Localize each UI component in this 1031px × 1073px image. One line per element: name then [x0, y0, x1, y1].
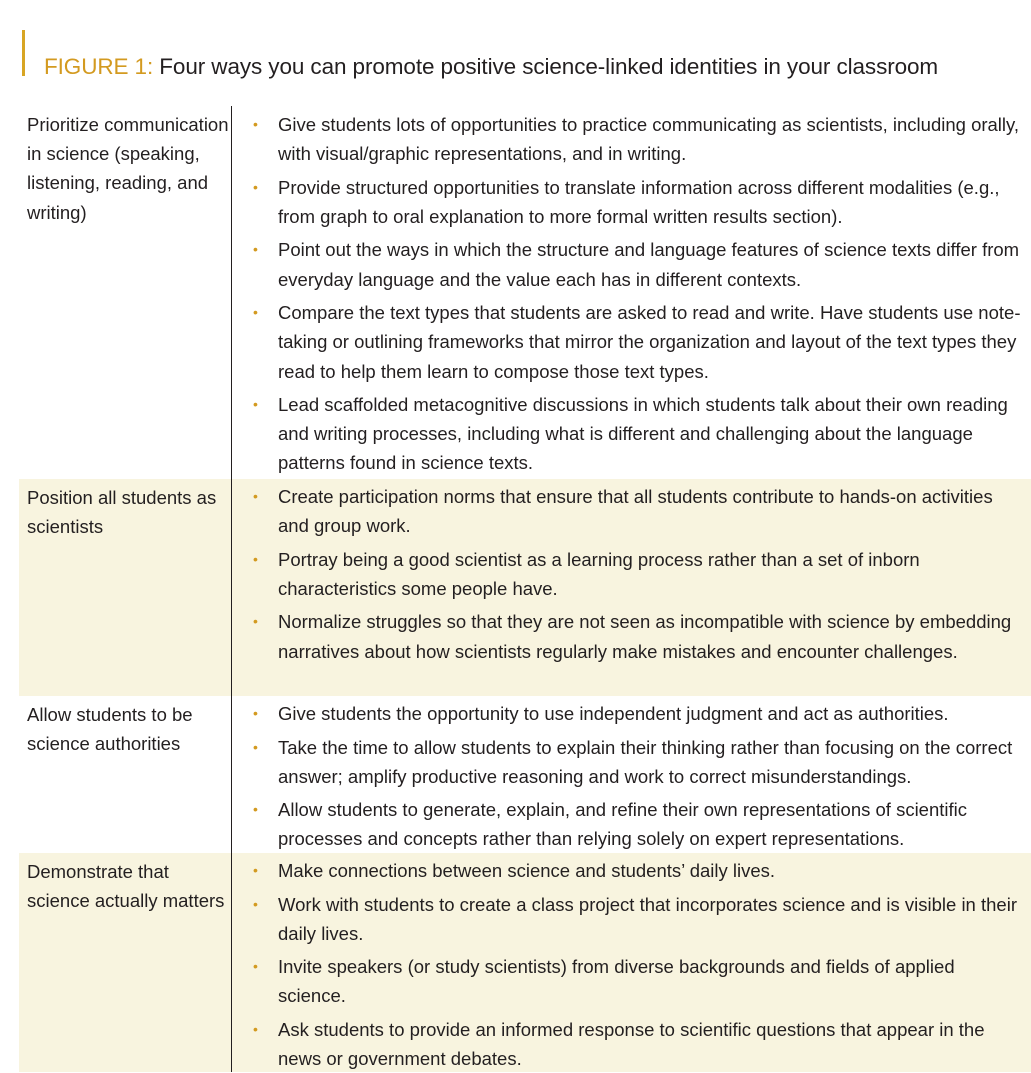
list-item	[253, 235, 1027, 293]
strategies-table	[19, 106, 1031, 1072]
list-item	[253, 952, 1027, 1010]
bullet-icon: •	[253, 116, 258, 132]
list-item	[253, 390, 1027, 478]
table-row	[19, 696, 1031, 853]
row-category: Allow students to be science authorities	[19, 696, 232, 853]
list-item-text: Make connections between science and students’ daily lives.	[278, 860, 776, 881]
list-item	[253, 110, 1027, 168]
list-item-text: Point out the ways in which the structure and language features of science texts differ from everyday language and the value each has in different contexts.	[278, 239, 1020, 290]
list-item-text: Portray being a good scientist as a learning process rather than a set of inborn characteristics some people have.	[278, 548, 920, 599]
bullet-icon: •	[253, 241, 258, 258]
bullet-icon: •	[253, 488, 258, 504]
list-item-text: Take the time to allow students to explain their thinking rather than focusing on the correct answer; amplify productive reasoning and work to correct misunderstandings.	[278, 736, 1013, 787]
title-accent-bar	[22, 30, 25, 76]
bullet-icon: •	[253, 705, 258, 721]
row-bullet-list	[232, 853, 1031, 1072]
list-item-text: Give students lots of opportunities to practice communicating as scientists, including orally, with visual/graphic representations, and in writing.	[278, 114, 1020, 165]
bullet-icon: •	[253, 304, 258, 321]
bullet-icon: •	[253, 801, 258, 818]
list-item-text: Normalize struggles so that they are not seen as incompatible with science by embedding narratives about how scientists regularly make mistakes and encounter challenges.	[278, 611, 1012, 662]
list-item	[253, 173, 1027, 231]
list-item	[253, 856, 1027, 885]
list-item	[253, 699, 1027, 728]
row-bullet-list	[232, 696, 1031, 853]
list-item-text: Provide structured opportunities to translate information across different modalities (e.g., from graph to oral explanation to more formal written results section).	[278, 176, 1000, 227]
list-item	[253, 607, 1027, 665]
list-item	[253, 890, 1027, 948]
bullet-icon: •	[253, 550, 258, 567]
list-item-text: Create participation norms that ensure that all students contribute to hands-on activities and group work.	[278, 486, 993, 537]
bullet-icon: •	[253, 895, 258, 912]
bullet-icon: •	[253, 178, 258, 195]
list-item-text: Work with students to create a class project that incorporates science and is visible in their daily lives.	[278, 893, 1017, 944]
figure-title	[44, 52, 938, 82]
list-item	[253, 795, 1027, 853]
list-item-text: Allow students to generate, explain, and refine their own representations of scientific processes and concepts rather than relying solely on expert representations.	[278, 799, 968, 850]
bullet-icon: •	[253, 738, 258, 755]
list-item	[253, 298, 1027, 386]
bullet-icon: •	[253, 1020, 258, 1037]
row-bullet-list	[232, 106, 1031, 479]
table-row	[19, 479, 1031, 696]
list-item-text: Give students the opportunity to use independent judgment and act as authorities.	[278, 703, 949, 724]
list-item-text: Invite speakers (or study scientists) from diverse backgrounds and fields of applied science.	[278, 956, 955, 1007]
list-item	[253, 1015, 1027, 1073]
figure-label: FIGURE 1:	[44, 54, 154, 79]
bullet-icon: •	[253, 862, 258, 878]
table-row	[19, 106, 1031, 479]
list-item-text: Lead scaffolded metacognitive discussions in which students talk about their own reading and writing processes, including what is different and challenging about the language patterns found in science texts.	[278, 394, 1008, 474]
bullet-icon: •	[253, 396, 258, 413]
list-item	[253, 482, 1027, 540]
list-item	[253, 733, 1027, 791]
bullet-icon: •	[253, 613, 258, 630]
row-category: Position all students as scientists	[19, 479, 232, 696]
row-category: Demonstrate that science actually matters	[19, 853, 232, 1072]
list-item-text: Ask students to provide an informed response to scientific questions that appear in the news or government debates.	[278, 1018, 985, 1070]
table-row	[19, 853, 1031, 1072]
list-item-text: Compare the text types that students are asked to read and write. Have students use note-taking or outlining frameworks that mirror the organization and layout of the text types they read to help them learn to compose those text types.	[278, 302, 1021, 382]
bullet-icon: •	[253, 958, 258, 975]
row-bullet-list	[232, 479, 1031, 696]
row-category: Prioritize communication in science (speaking, listening, reading, and writing)	[19, 106, 232, 479]
figure-title-text: Four ways you can promote positive science-linked identities in your classroom	[153, 54, 939, 79]
list-item	[253, 545, 1027, 603]
